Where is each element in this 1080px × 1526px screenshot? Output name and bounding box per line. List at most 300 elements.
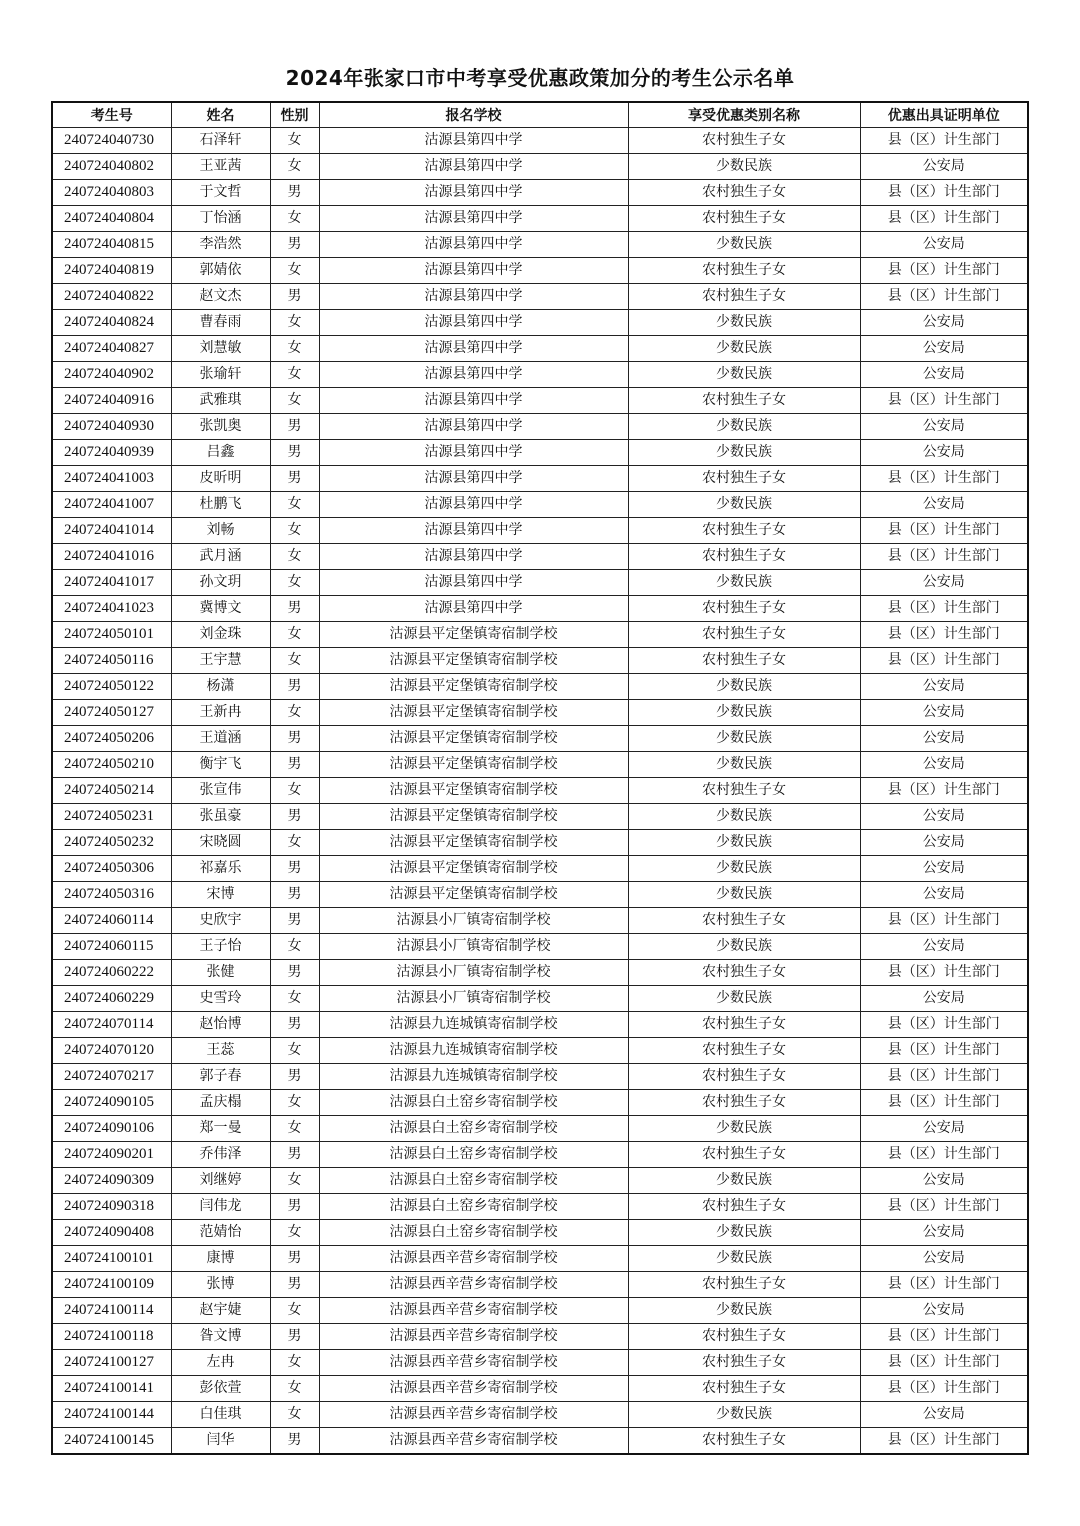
exam-id-cell: 240724100101 [52, 1246, 171, 1272]
category-cell: 农村独生子女 [628, 596, 860, 622]
category-cell: 农村独生子女 [628, 180, 860, 206]
gender-cell: 女 [270, 362, 319, 388]
category-cell: 农村独生子女 [628, 1142, 860, 1168]
category-cell: 少数民族 [628, 1168, 860, 1194]
exam-id-cell: 240724090106 [52, 1116, 171, 1142]
exam-id-cell: 240724041016 [52, 544, 171, 570]
certifier-cell: 公安局 [860, 1220, 1028, 1246]
exam-id-cell: 240724050316 [52, 882, 171, 908]
table-row [52, 778, 1028, 804]
category-cell: 农村独生子女 [628, 1350, 860, 1376]
header-school: 报名学校 [319, 102, 628, 128]
exam-id-cell: 240724050232 [52, 830, 171, 856]
certifier-cell: 县（区）计生部门 [860, 1012, 1028, 1038]
certifier-cell: 县（区）计生部门 [860, 544, 1028, 570]
gender-cell: 女 [270, 388, 319, 414]
gender-cell: 女 [270, 700, 319, 726]
name-cell: 石泽轩 [171, 128, 270, 154]
table-row [52, 1272, 1028, 1298]
certifier-cell: 公安局 [860, 700, 1028, 726]
name-cell: 闫华 [171, 1428, 270, 1455]
certifier-cell: 公安局 [860, 934, 1028, 960]
category-cell: 农村独生子女 [628, 1038, 860, 1064]
category-cell: 少数民族 [628, 1116, 860, 1142]
category-cell: 少数民族 [628, 414, 860, 440]
certifier-cell: 公安局 [860, 570, 1028, 596]
table-row [52, 1246, 1028, 1272]
name-cell: 丁怡涵 [171, 206, 270, 232]
gender-cell: 女 [270, 492, 319, 518]
table-row [52, 622, 1028, 648]
exam-id-cell: 240724070217 [52, 1064, 171, 1090]
category-cell: 农村独生子女 [628, 778, 860, 804]
certifier-cell: 县（区）计生部门 [860, 1064, 1028, 1090]
exam-id-cell: 240724090408 [52, 1220, 171, 1246]
certifier-cell: 公安局 [860, 362, 1028, 388]
school-cell: 沽源县小厂镇寄宿制学校 [319, 934, 628, 960]
table-row [52, 440, 1028, 466]
school-cell: 沽源县西辛营乡寄宿制学校 [319, 1298, 628, 1324]
category-cell: 农村独生子女 [628, 1324, 860, 1350]
gender-cell: 男 [270, 1142, 319, 1168]
school-cell: 沽源县第四中学 [319, 414, 628, 440]
name-cell: 王子怡 [171, 934, 270, 960]
header-name: 姓名 [171, 102, 270, 128]
school-cell: 沽源县小厂镇寄宿制学校 [319, 986, 628, 1012]
exam-id-cell: 240724050122 [52, 674, 171, 700]
gender-cell: 女 [270, 1376, 319, 1402]
gender-cell: 男 [270, 1428, 319, 1455]
exam-id-cell: 240724040916 [52, 388, 171, 414]
school-cell: 沽源县平定堡镇寄宿制学校 [319, 804, 628, 830]
table-row [52, 232, 1028, 258]
category-cell: 少数民族 [628, 934, 860, 960]
candidate-table [51, 101, 1029, 1455]
certifier-cell: 县（区）计生部门 [860, 648, 1028, 674]
category-cell: 少数民族 [628, 154, 860, 180]
name-cell: 吕鑫 [171, 440, 270, 466]
category-cell: 农村独生子女 [628, 258, 860, 284]
name-cell: 刘继婷 [171, 1168, 270, 1194]
school-cell: 沽源县平定堡镇寄宿制学校 [319, 674, 628, 700]
name-cell: 康博 [171, 1246, 270, 1272]
certifier-cell: 县（区）计生部门 [860, 206, 1028, 232]
table-row [52, 960, 1028, 986]
gender-cell: 女 [270, 986, 319, 1012]
certifier-cell: 公安局 [860, 1116, 1028, 1142]
name-cell: 白佳琪 [171, 1402, 270, 1428]
school-cell: 沽源县小厂镇寄宿制学校 [319, 960, 628, 986]
exam-id-cell: 240724040804 [52, 206, 171, 232]
gender-cell: 女 [270, 518, 319, 544]
name-cell: 王亚茜 [171, 154, 270, 180]
certifier-cell: 公安局 [860, 804, 1028, 830]
exam-id-cell: 240724040822 [52, 284, 171, 310]
category-cell: 农村独生子女 [628, 1428, 860, 1455]
name-cell: 张健 [171, 960, 270, 986]
exam-id-cell: 240724100109 [52, 1272, 171, 1298]
gender-cell: 男 [270, 232, 319, 258]
exam-id-cell: 240724041007 [52, 492, 171, 518]
exam-id-cell: 240724090318 [52, 1194, 171, 1220]
school-cell: 沽源县西辛营乡寄宿制学校 [319, 1246, 628, 1272]
table-row [52, 1168, 1028, 1194]
certifier-cell: 公安局 [860, 674, 1028, 700]
exam-id-cell: 240724040819 [52, 258, 171, 284]
table-row [52, 1376, 1028, 1402]
school-cell: 沽源县平定堡镇寄宿制学校 [319, 752, 628, 778]
certifier-cell: 公安局 [860, 336, 1028, 362]
name-cell: 皮昕明 [171, 466, 270, 492]
certifier-cell: 县（区）计生部门 [860, 1090, 1028, 1116]
name-cell: 乔伟泽 [171, 1142, 270, 1168]
category-cell: 农村独生子女 [628, 518, 860, 544]
name-cell: 郭婧依 [171, 258, 270, 284]
school-cell: 沽源县第四中学 [319, 440, 628, 466]
certifier-cell: 公安局 [860, 1298, 1028, 1324]
certifier-cell: 县（区）计生部门 [860, 1350, 1028, 1376]
table-row [52, 128, 1028, 154]
table-row [52, 700, 1028, 726]
certifier-cell: 县（区）计生部门 [860, 908, 1028, 934]
category-cell: 少数民族 [628, 336, 860, 362]
name-cell: 杜鹏飞 [171, 492, 270, 518]
school-cell: 沽源县西辛营乡寄宿制学校 [319, 1324, 628, 1350]
category-cell: 农村独生子女 [628, 544, 860, 570]
name-cell: 衡宇飞 [171, 752, 270, 778]
table-row [52, 154, 1028, 180]
name-cell: 曹春雨 [171, 310, 270, 336]
table-row [52, 258, 1028, 284]
category-cell: 少数民族 [628, 310, 860, 336]
exam-id-cell: 240724041023 [52, 596, 171, 622]
exam-id-cell: 240724100141 [52, 1376, 171, 1402]
gender-cell: 女 [270, 830, 319, 856]
category-cell: 少数民族 [628, 570, 860, 596]
gender-cell: 女 [270, 154, 319, 180]
gender-cell: 女 [270, 258, 319, 284]
certifier-cell: 县（区）计生部门 [860, 466, 1028, 492]
category-cell: 少数民族 [628, 986, 860, 1012]
name-cell: 王宇慧 [171, 648, 270, 674]
school-cell: 沽源县第四中学 [319, 362, 628, 388]
school-cell: 沽源县第四中学 [319, 180, 628, 206]
certifier-cell: 县（区）计生部门 [860, 518, 1028, 544]
gender-cell: 女 [270, 1350, 319, 1376]
exam-id-cell: 240724090105 [52, 1090, 171, 1116]
school-cell: 沽源县白土窑乡寄宿制学校 [319, 1220, 628, 1246]
name-cell: 宋博 [171, 882, 270, 908]
category-cell: 农村独生子女 [628, 284, 860, 310]
certifier-cell: 县（区）计生部门 [860, 1428, 1028, 1455]
gender-cell: 男 [270, 1194, 319, 1220]
table-row [52, 1116, 1028, 1142]
gender-cell: 男 [270, 440, 319, 466]
name-cell: 范婧怡 [171, 1220, 270, 1246]
table-row [52, 414, 1028, 440]
exam-id-cell: 240724050206 [52, 726, 171, 752]
name-cell: 郑一曼 [171, 1116, 270, 1142]
school-cell: 沽源县第四中学 [319, 518, 628, 544]
category-cell: 少数民族 [628, 232, 860, 258]
exam-id-cell: 240724100114 [52, 1298, 171, 1324]
gender-cell: 女 [270, 1090, 319, 1116]
gender-cell: 男 [270, 180, 319, 206]
school-cell: 沽源县第四中学 [319, 206, 628, 232]
gender-cell: 男 [270, 960, 319, 986]
table-row [52, 1012, 1028, 1038]
school-cell: 沽源县白土窑乡寄宿制学校 [319, 1168, 628, 1194]
table-row [52, 908, 1028, 934]
table-row [52, 362, 1028, 388]
category-cell: 农村独生子女 [628, 128, 860, 154]
exam-id-cell: 240724090309 [52, 1168, 171, 1194]
school-cell: 沽源县第四中学 [319, 492, 628, 518]
exam-id-cell: 240724040802 [52, 154, 171, 180]
name-cell: 张凯奥 [171, 414, 270, 440]
gender-cell: 男 [270, 752, 319, 778]
certifier-cell: 公安局 [860, 154, 1028, 180]
certifier-cell: 县（区）计生部门 [860, 1272, 1028, 1298]
certifier-cell: 县（区）计生部门 [860, 1038, 1028, 1064]
certifier-cell: 公安局 [860, 752, 1028, 778]
school-cell: 沽源县第四中学 [319, 544, 628, 570]
certifier-cell: 公安局 [860, 726, 1028, 752]
gender-cell: 女 [270, 1220, 319, 1246]
table-row [52, 180, 1028, 206]
name-cell: 武月涵 [171, 544, 270, 570]
school-cell: 沽源县第四中学 [319, 570, 628, 596]
certifier-cell: 公安局 [860, 1168, 1028, 1194]
gender-cell: 女 [270, 544, 319, 570]
exam-id-cell: 240724090201 [52, 1142, 171, 1168]
category-cell: 少数民族 [628, 726, 860, 752]
category-cell: 少数民族 [628, 362, 860, 388]
name-cell: 于文哲 [171, 180, 270, 206]
table-row [52, 648, 1028, 674]
category-cell: 少数民族 [628, 830, 860, 856]
category-cell: 农村独生子女 [628, 960, 860, 986]
name-cell: 武雅琪 [171, 388, 270, 414]
certifier-cell: 公安局 [860, 414, 1028, 440]
gender-cell: 男 [270, 284, 319, 310]
gender-cell: 男 [270, 1272, 319, 1298]
certifier-cell: 公安局 [860, 1246, 1028, 1272]
name-cell: 张宣伟 [171, 778, 270, 804]
exam-id-cell: 240724041014 [52, 518, 171, 544]
name-cell: 张瑜轩 [171, 362, 270, 388]
table-row [52, 388, 1028, 414]
gender-cell: 男 [270, 674, 319, 700]
certifier-cell: 公安局 [860, 492, 1028, 518]
exam-id-cell: 240724040827 [52, 336, 171, 362]
table-row [52, 726, 1028, 752]
gender-cell: 女 [270, 1116, 319, 1142]
name-cell: 刘畅 [171, 518, 270, 544]
category-cell: 少数民族 [628, 1298, 860, 1324]
table-row [52, 1220, 1028, 1246]
school-cell: 沽源县第四中学 [319, 596, 628, 622]
exam-id-cell: 240724050231 [52, 804, 171, 830]
category-cell: 少数民族 [628, 804, 860, 830]
school-cell: 沽源县第四中学 [319, 128, 628, 154]
school-cell: 沽源县第四中学 [319, 232, 628, 258]
table-row [52, 544, 1028, 570]
category-cell: 农村独生子女 [628, 1194, 860, 1220]
name-cell: 王蕊 [171, 1038, 270, 1064]
table-row [52, 1428, 1028, 1455]
category-cell: 农村独生子女 [628, 908, 860, 934]
school-cell: 沽源县第四中学 [319, 284, 628, 310]
school-cell: 沽源县小厂镇寄宿制学校 [319, 908, 628, 934]
table-row [52, 1090, 1028, 1116]
certifier-cell: 县（区）计生部门 [860, 778, 1028, 804]
gender-cell: 女 [270, 336, 319, 362]
exam-id-cell: 240724060114 [52, 908, 171, 934]
school-cell: 沽源县第四中学 [319, 154, 628, 180]
table-header-row [52, 102, 1028, 128]
exam-id-cell: 240724050306 [52, 856, 171, 882]
exam-id-cell: 240724070114 [52, 1012, 171, 1038]
table-row [52, 830, 1028, 856]
certifier-cell: 县（区）计生部门 [860, 596, 1028, 622]
name-cell: 杨潇 [171, 674, 270, 700]
school-cell: 沽源县第四中学 [319, 258, 628, 284]
category-cell: 少数民族 [628, 856, 860, 882]
gender-cell: 男 [270, 1324, 319, 1350]
name-cell: 赵宇婕 [171, 1298, 270, 1324]
category-cell: 农村独生子女 [628, 206, 860, 232]
school-cell: 沽源县第四中学 [319, 310, 628, 336]
school-cell: 沽源县九连城镇寄宿制学校 [319, 1038, 628, 1064]
certifier-cell: 县（区）计生部门 [860, 180, 1028, 206]
category-cell: 少数民族 [628, 1402, 860, 1428]
gender-cell: 男 [270, 804, 319, 830]
name-cell: 李浩然 [171, 232, 270, 258]
certifier-cell: 公安局 [860, 310, 1028, 336]
table-row [52, 1298, 1028, 1324]
name-cell: 史欣宇 [171, 908, 270, 934]
exam-id-cell: 240724040939 [52, 440, 171, 466]
gender-cell: 男 [270, 414, 319, 440]
exam-id-cell: 240724060115 [52, 934, 171, 960]
certifier-cell: 县（区）计生部门 [860, 1324, 1028, 1350]
category-cell: 农村独生子女 [628, 1064, 860, 1090]
gender-cell: 女 [270, 622, 319, 648]
gender-cell: 女 [270, 648, 319, 674]
gender-cell: 男 [270, 856, 319, 882]
table-row [52, 986, 1028, 1012]
exam-id-cell: 240724050214 [52, 778, 171, 804]
table-row [52, 882, 1028, 908]
exam-id-cell: 240724050101 [52, 622, 171, 648]
category-cell: 农村独生子女 [628, 1090, 860, 1116]
name-cell: 史雪玲 [171, 986, 270, 1012]
gender-cell: 男 [270, 1012, 319, 1038]
exam-id-cell: 240724040930 [52, 414, 171, 440]
certifier-cell: 县（区）计生部门 [860, 388, 1028, 414]
gender-cell: 女 [270, 310, 319, 336]
name-cell: 张博 [171, 1272, 270, 1298]
certifier-cell: 县（区）计生部门 [860, 960, 1028, 986]
name-cell: 彭依萱 [171, 1376, 270, 1402]
gender-cell: 女 [270, 1168, 319, 1194]
exam-id-cell: 240724100145 [52, 1428, 171, 1455]
category-cell: 少数民族 [628, 700, 860, 726]
category-cell: 少数民族 [628, 492, 860, 518]
name-cell: 王道涵 [171, 726, 270, 752]
certifier-cell: 公安局 [860, 232, 1028, 258]
exam-id-cell: 240724040730 [52, 128, 171, 154]
header-exam-id: 考生号 [52, 102, 171, 128]
exam-id-cell: 240724050116 [52, 648, 171, 674]
school-cell: 沽源县白土窑乡寄宿制学校 [319, 1142, 628, 1168]
table-row [52, 1402, 1028, 1428]
category-cell: 少数民族 [628, 674, 860, 700]
school-cell: 沽源县白土窑乡寄宿制学校 [319, 1090, 628, 1116]
table-row [52, 1142, 1028, 1168]
name-cell: 王新冉 [171, 700, 270, 726]
school-cell: 沽源县平定堡镇寄宿制学校 [319, 830, 628, 856]
certifier-cell: 公安局 [860, 986, 1028, 1012]
table-row [52, 492, 1028, 518]
exam-id-cell: 240724040902 [52, 362, 171, 388]
school-cell: 沽源县第四中学 [319, 466, 628, 492]
school-cell: 沽源县平定堡镇寄宿制学校 [319, 622, 628, 648]
school-cell: 沽源县白土窑乡寄宿制学校 [319, 1116, 628, 1142]
school-cell: 沽源县平定堡镇寄宿制学校 [319, 648, 628, 674]
category-cell: 农村独生子女 [628, 1272, 860, 1298]
school-cell: 沽源县平定堡镇寄宿制学校 [319, 856, 628, 882]
exam-id-cell: 240724100118 [52, 1324, 171, 1350]
gender-cell: 女 [270, 570, 319, 596]
name-cell: 闫伟龙 [171, 1194, 270, 1220]
table-row [52, 570, 1028, 596]
table-row [52, 1194, 1028, 1220]
certifier-cell: 公安局 [860, 440, 1028, 466]
gender-cell: 女 [270, 1038, 319, 1064]
gender-cell: 男 [270, 908, 319, 934]
category-cell: 农村独生子女 [628, 388, 860, 414]
exam-id-cell: 240724100127 [52, 1350, 171, 1376]
certifier-cell: 县（区）计生部门 [860, 1142, 1028, 1168]
school-cell: 沽源县第四中学 [319, 388, 628, 414]
school-cell: 沽源县第四中学 [319, 336, 628, 362]
name-cell: 左冉 [171, 1350, 270, 1376]
gender-cell: 女 [270, 206, 319, 232]
name-cell: 郭子春 [171, 1064, 270, 1090]
certifier-cell: 县（区）计生部门 [860, 128, 1028, 154]
school-cell: 沽源县平定堡镇寄宿制学校 [319, 700, 628, 726]
gender-cell: 女 [270, 128, 319, 154]
name-cell: 孙文玥 [171, 570, 270, 596]
certifier-cell: 公安局 [860, 1402, 1028, 1428]
school-cell: 沽源县平定堡镇寄宿制学校 [319, 882, 628, 908]
gender-cell: 女 [270, 778, 319, 804]
exam-id-cell: 240724100144 [52, 1402, 171, 1428]
table-row [52, 310, 1028, 336]
certifier-cell: 县（区）计生部门 [860, 1194, 1028, 1220]
school-cell: 沽源县平定堡镇寄宿制学校 [319, 778, 628, 804]
category-cell: 农村独生子女 [628, 622, 860, 648]
certifier-cell: 县（区）计生部门 [860, 622, 1028, 648]
table-row [52, 466, 1028, 492]
school-cell: 沽源县西辛营乡寄宿制学校 [319, 1272, 628, 1298]
exam-id-cell: 240724070120 [52, 1038, 171, 1064]
gender-cell: 男 [270, 1064, 319, 1090]
certifier-cell: 县（区）计生部门 [860, 1376, 1028, 1402]
name-cell: 宋晓圆 [171, 830, 270, 856]
